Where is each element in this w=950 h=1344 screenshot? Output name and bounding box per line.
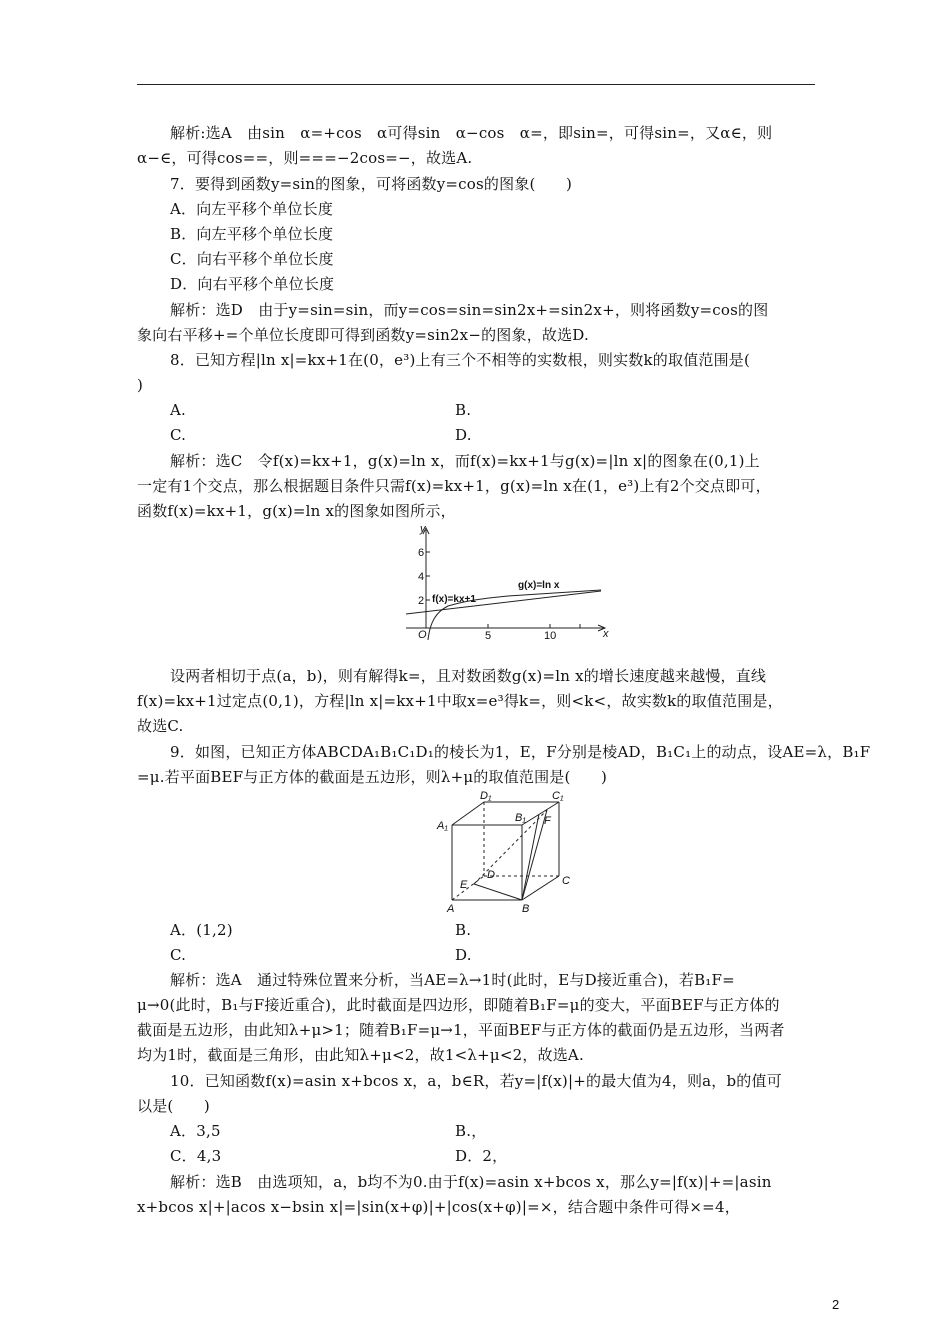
vertex-label: D₁: [480, 790, 492, 802]
option-d: D．2，: [455, 1147, 508, 1165]
option-a: A．(1,2): [170, 921, 233, 939]
option-d: D.: [455, 426, 472, 444]
g-label: g(x)=ln x: [518, 580, 560, 591]
vertex-label: D: [487, 869, 495, 881]
text-line: 解析：选D 由于y=sin=sin，而y=cos=sin=sin2x+=sin2x+，则将函数y=cos的图: [170, 301, 769, 319]
text-line: 解析：选C 令f(x)=kx+1，g(x)=ln x，而f(x)=kx+1与g(x)=|ln x|的图象在(0,1)上: [170, 452, 760, 470]
option-a: A．向左平移个单位长度: [170, 200, 334, 218]
text-line: ): [137, 376, 144, 394]
option-b: B.: [455, 401, 472, 419]
vertex-label: C₁: [552, 790, 564, 802]
vertex-label: A₁: [437, 820, 448, 832]
vertex-label: A: [447, 903, 455, 915]
option-b: B．向左平移个单位长度: [170, 225, 334, 243]
option-b: B.，: [455, 1122, 487, 1140]
option-d: D．向右平移个单位长度: [170, 275, 335, 293]
option-c: C．向右平移个单位长度: [170, 250, 334, 268]
y-tick-label: 2: [418, 595, 425, 607]
text-line: x+bcos x|+|acos x−bsin x|=|sin(x+φ)|+|cos(x+φ)|=×，结合题中条件可得×=4，: [137, 1198, 740, 1216]
option-b: B.: [455, 921, 472, 939]
text-line: 象向右平移+=个单位长度即可得到函数y=sin2x−的图象，故选D.: [137, 326, 589, 344]
option-c: C.: [170, 946, 187, 964]
question-7: 7．要得到函数y=sin的图象，可将函数y=cos的图象( ): [170, 175, 573, 193]
text-line: μ→0(此时，B₁与F接近重合)，此时截面是四边形，即随着B₁F=μ的变大，平面BEF与正方体的: [137, 996, 780, 1014]
vertex-label: C: [562, 875, 570, 887]
page-number: 2: [832, 1297, 840, 1312]
option-a: A．3,5: [170, 1122, 221, 1140]
vertex-label: F: [544, 815, 551, 827]
question-10: 10．已知函数f(x)=asin x+bcos x，a，b∈R，若y=|f(x)|+的最大值为4，则a，b的值可: [170, 1072, 782, 1090]
function-graph: [398, 524, 614, 640]
f-label: f(x)=kx+1: [432, 594, 476, 605]
text-line: 故选C.: [137, 717, 184, 735]
text-line: f(x)=kx+1过定点(0,1)，方程|ln x|=kx+1中取x=e³得k=，则<k<，故实数k的取值范围是，: [137, 692, 783, 710]
text-line: α−∈，可得cos==，则===−2cos=−，故选A.: [137, 149, 473, 167]
vertex-label: B₁: [515, 812, 526, 824]
header-rule: [137, 84, 815, 85]
text-line: =μ.若平面BEF与正方体的截面是五边形，则λ+μ的取值范围是( ): [137, 768, 607, 786]
y-tick-label: 4: [418, 571, 425, 583]
x-tick-label: 5: [485, 630, 492, 640]
vertex-label: E: [460, 879, 468, 891]
vertex-label: B: [522, 903, 530, 915]
text-line: 解析：选A 通过特殊位置来分析，当AE=λ→1时(此时，E与D接近重合)，若B₁F=: [170, 971, 735, 989]
option-c: C.: [170, 426, 187, 444]
text-line: 一定有1个交点，那么根据题目条件只需f(x)=kx+1，g(x)=ln x在(1，e³)上有2个交点即可，: [137, 477, 771, 495]
cube-figure: [432, 788, 582, 918]
question-9: 9．如图，已知正方体ABCDA₁B₁C₁D₁的棱长为1，E，F分别是棱AD，B₁C₁上的动点，设AE=λ，B₁F: [170, 743, 871, 761]
option-a: A.: [170, 401, 187, 419]
text-line: 解析：选B 由选项知，a，b均不为0.由于f(x)=asin x+bcos x，那么y=|f(x)|+=|asin: [170, 1173, 772, 1191]
text-line: 解析:选A 由sin α=+cos α可得sin α−cos α=，即sin=，可得sin=，又α∈，则: [170, 124, 773, 142]
text-line: 均为1时，截面是三角形，由此知λ+μ<2，故1<λ+μ<2，故选A.: [137, 1046, 584, 1064]
origin-label: O: [418, 629, 427, 640]
y-tick-label: 6: [418, 547, 425, 559]
option-c: C．4,3: [170, 1147, 222, 1165]
text-line: 截面是五边形，由此知λ+μ>1；随着B₁F=μ→1，平面BEF与正方体的截面仍是五边形，当两者: [137, 1021, 785, 1039]
x-axis-label: x: [603, 628, 609, 640]
text-line: 函数f(x)=kx+1，g(x)=ln x的图象如图所示，: [137, 502, 456, 520]
x-tick-label: 10: [544, 630, 557, 640]
y-axis-label: y: [420, 524, 426, 535]
text-line: 以是( ): [137, 1097, 210, 1115]
question-8: 8．已知方程|ln x|=kx+1在(0，e³)上有三个不相等的实数根，则实数k的取值范围是(: [170, 351, 751, 369]
option-d: D.: [455, 946, 472, 964]
text-line: 设两者相切于点(a，b)，则有解得k=，且对数函数g(x)=ln x的增长速度越来越慢，直线: [170, 667, 767, 685]
